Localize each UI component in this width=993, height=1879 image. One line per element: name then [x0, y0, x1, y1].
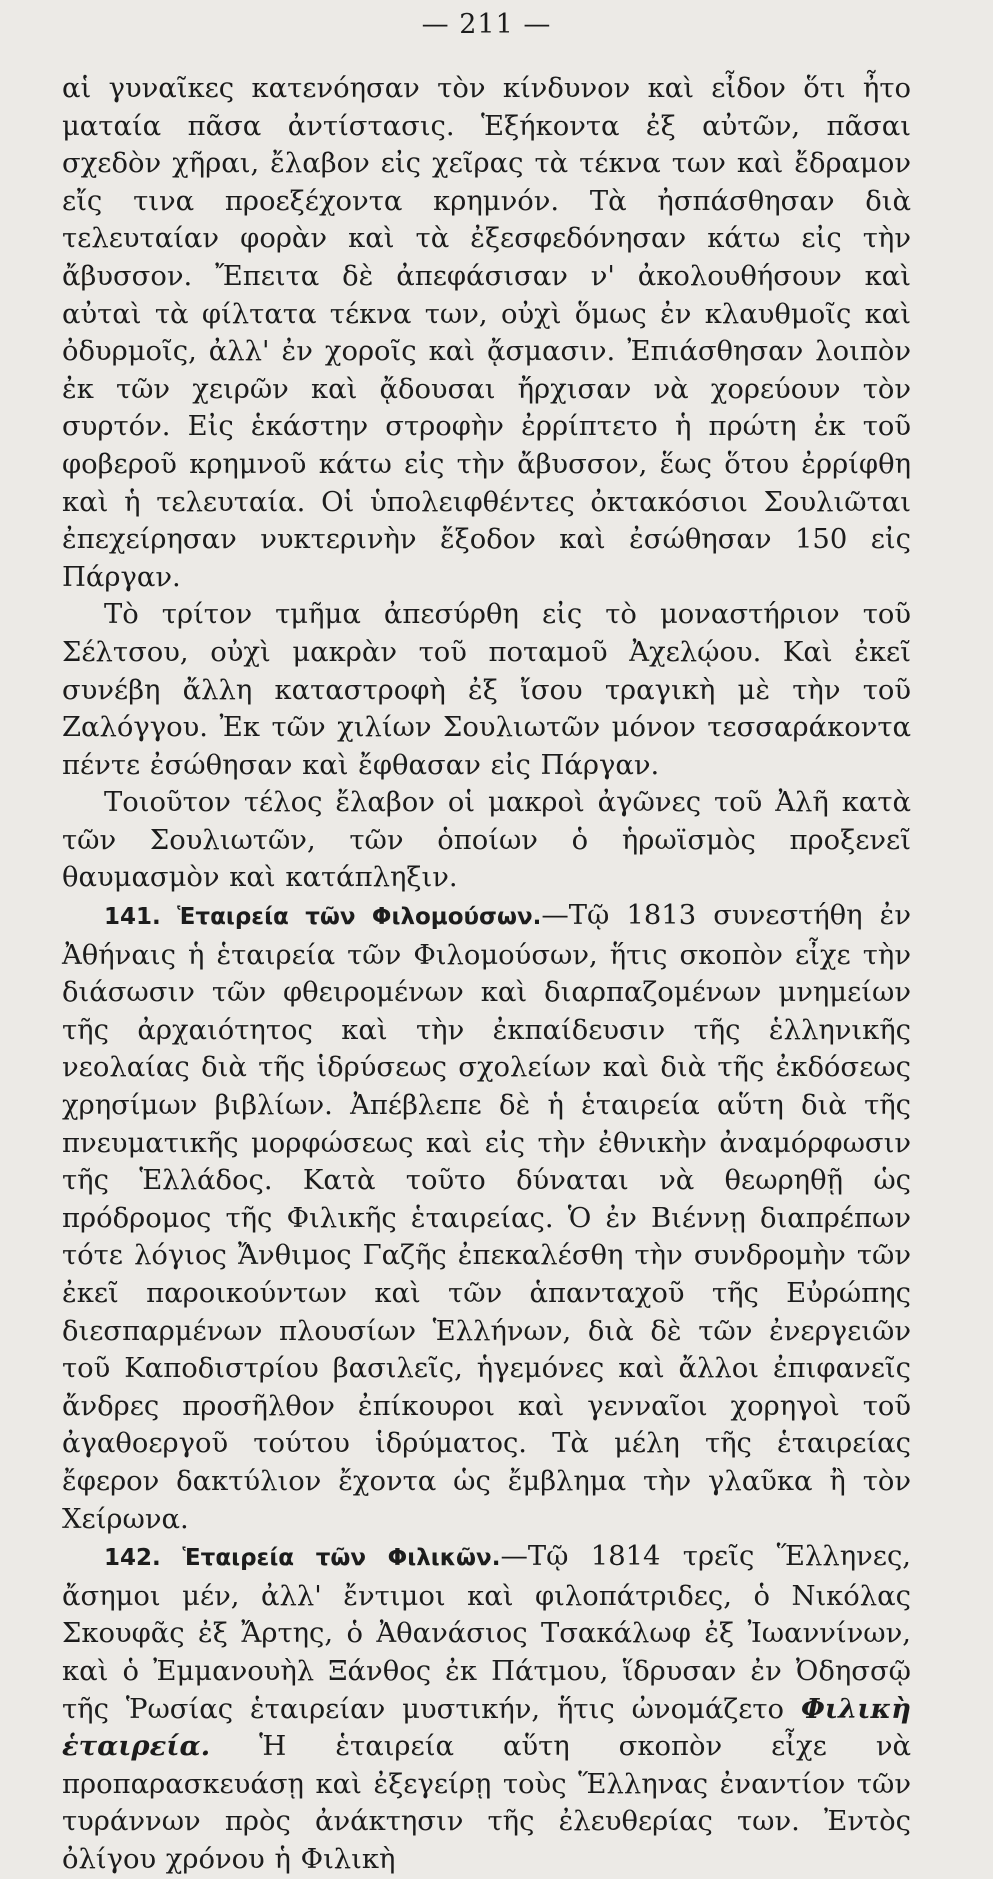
section-141 [62, 897, 911, 1538]
paragraph-zalongo: αἱ γυναῖκες κατενόησαν τὸν κίνδυνον καὶ εἶδον ὅτι ἦτο ματαία πᾶσα ἀντίστασις. Ἑξήκοντα ἐξ αὐτῶν, πᾶσαι σχεδὸν χῆραι, ἔλαβον εἰς χεῖρας τὰ τέκνα των καὶ ἔδραμον εἴς τινα προεξέχοντα κρημνόν. Τὰ ἠσπάσθησαν διὰ τελευταίαν φορὰν καὶ τὰ ἐξεσφεδόνησαν κάτω εἰς τὴν ἄβυσσον. Ἔπειτα δὲ ἀπεφάσισαν ν' ἀκολουθήσουν καὶ αὐταὶ τὰ φίλτατα τέκνα των, οὐχὶ ὅμως ἐν κλαυθμοῖς καὶ ὀδυρμοῖς, ἀλλ' ἐν χοροῖς καὶ ᾄσμασιν. Ἐπιάσθησαν λοιπὸν ἐκ τῶν χειρῶν καὶ ᾄδουσαι ἤρχισαν νὰ χορεύουν τὸν συρτόν. Εἰς ἑκάστην στροφὴν ἐρρίπτετο ἡ πρώτη ἐκ τοῦ φοβεροῦ κρημνοῦ κάτω εἰς τὴν ἄβυσσον, ἕως ὅτου ἐρρίφθη καὶ ἡ τελευταία. Οἱ ὑπολειφθέντες ὀκτακόσιοι Σουλιῶται ἐπεχείρησαν νυκτερινὴν ἔξοδον καὶ ἐσώθησαν 150 εἰς Πάργαν. [62, 73, 911, 593]
section-141-body: —Τῷ 1813 συνεστήθη ἐν Ἀθήναις ἡ ἑταιρεία τῶν Φιλομούσων, ἥτις σκοπὸν εἶχε τὴν διάσωσιν τῶν φθειρομένων καὶ διαρπαζομένων μνημείων τῆς ἀρχαιότητος καὶ τὴν ἐκπαίδευσιν τῆς ἑλληνικῆς νεολαίας διὰ τῆς ἱδρύσεως σχολείων καὶ διὰ τῆς ἐκδόσεως χρησίμων βιβλίων. Ἀπέβλεπε δὲ ἡ ἑταιρεία αὕτη διὰ τῆς πνευματικῆς μορφώσεως καὶ εἰς τὴν ἐθνικὴν ἀναμόρφωσιν τῆς Ἑλλάδος. Κατὰ τοῦτο δύναται νὰ θεωρηθῇ ὡς πρόδρομος τῆς Φιλικῆς ἑταιρείας. Ὁ ἐν Βιέννῃ διαπρέπων τότε λόγιος Ἄνθιμος Γαζῆς ἐπεκαλέσθη τὴν συνδρομὴν τῶν ἐκεῖ παροικούντων καὶ τῶν ἁπανταχοῦ τῆς Εὐρώπης διεσπαρμένων πλουσίων Ἑλλήνων, διὰ δὲ τῶν ἐνεργειῶν τοῦ Καποδιστρίου βασιλεῖς, ἡγεμόνες καὶ ἄλλοι ἐπιφανεῖς ἄνδρες προσῆλθον ἐπίκουροι καὶ γενναῖοι χορηγοὶ τοῦ ἀγαθοεργοῦ τούτου ἱδρύματος. Τὰ μέλη τῆς ἑταιρείας ἔφερον δακτύλιον ἔχοντα ὡς ἔμβλημα τὴν γλαῦκα ἢ τὸν Χείρωνα. [62, 900, 911, 1535]
section-142 [62, 1538, 911, 1878]
filiki-etaireia-emphasis: Φιλικὴ ἑταιρεία. [62, 1692, 911, 1763]
paragraph-souliotes-end: Τοιοῦτον τέλος ἔλαβον οἱ μακροὶ ἀγῶνες τοῦ Ἀλῆ κατὰ τῶν Σουλιωτῶν, τῶν ὁποίων ὁ ἡρωϊσμὸς προξενεῖ θαυμασμὸν καὶ κατάπληξιν. [62, 787, 911, 894]
section-141-heading: 141. Ἑταιρεία τῶν Φιλομούσων. [104, 904, 542, 931]
section-142-body-end: Ἡ ἑταιρεία αὕτη σκοπὸν εἶχε νὰ προπαρασκευάσῃ καὶ ἐξεγείρῃ τοὺς Ἕλληνας ἐναντίον τῶν τυράννων πρὸς ἀνάκτησιν τῆς ἐλευθερίας των. Ἐντὸς ὀλίγου χρόνου ἡ Φιλικὴ [62, 1731, 911, 1875]
page-number: — 211 — [421, 9, 552, 40]
section-142-heading: 142. Ἑταιρεία τῶν Φιλικῶν. [104, 1545, 501, 1572]
section-142-body-start: —Τῷ 1814 τρεῖς Ἕλληνες, ἄσημοι μέν, ἀλλ' ἔντιμοι καὶ φιλοπάτριδες, ὁ Νικόλας Σκουφᾶς ἐξ Ἄρτης, ὁ Ἀθανάσιος Τσακάλωφ ἐξ Ἰωαννίνων, καὶ ὁ Ἐμμανουὴλ Ξάνθος ἐκ Πάτμου, ἵδρυσαν ἐν Ὀδησσῷ τῆς Ῥωσίας ἑταιρείαν μυστικήν, ἥτις ὠνομάζετο [62, 1541, 911, 1725]
paragraph-seltsou: Τὸ τρίτον τμῆμα ἀπεσύρθη εἰς τὸ μοναστήριον τοῦ Σέλτσου, οὐχὶ μακρὰν τοῦ ποταμοῦ Ἀχελῴου. Καὶ ἐκεῖ συνέβη ἄλλη καταστροφὴ ἐξ ἴσου τραγικὴ μὲ τὴν τοῦ Ζαλόγγου. Ἐκ τῶν χιλίων Σουλιωτῶν μόνον τεσσαράκοντα πέντε ἐσώθησαν καὶ ἔφθασαν εἰς Πάργαν. [62, 599, 911, 781]
